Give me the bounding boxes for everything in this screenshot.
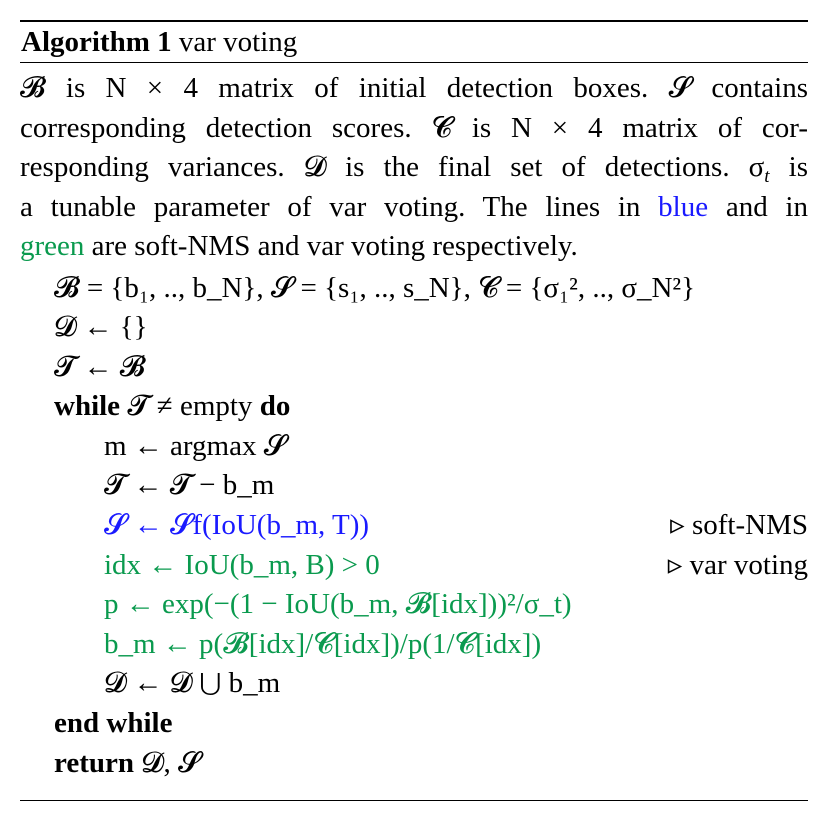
algorithm-lines [20, 269, 808, 784]
description-line-2: corresponding detection scores. 𝓒 is N × 4 matrix of cor- [20, 111, 808, 144]
line-end-while [20, 704, 808, 744]
description-line-3-text: responding variances. 𝓓 is the final set of detections. σ [20, 151, 765, 183]
soft-nms-comment: ▹ soft-NMS [670, 509, 808, 542]
line-init-t: 𝓣 ← 𝓑 [54, 350, 146, 383]
line-remove: 𝓣 ← 𝓣 − b_m [104, 469, 275, 502]
description-line-4-b: and in [708, 190, 808, 223]
line-init-detections: 𝓓 ← {} [54, 311, 148, 344]
end-while-keyword: end while [54, 707, 173, 740]
line-while [20, 387, 808, 427]
line-bm-update: b_m ← p(𝓑[idx]/𝓒[idx])/p(1/𝓒[idx]) [104, 627, 542, 660]
line-idx [20, 546, 808, 586]
description-line-3 [20, 148, 808, 188]
green-keyword: green [20, 230, 85, 262]
line-return [20, 744, 808, 784]
line-init-sets: 𝓑 = {b₁, .., b_N}, 𝓢 = {s₁, .., s_N}, 𝓒 = {σ₁², .., σ_N²} [54, 271, 696, 304]
line-append: 𝓓 ← 𝓓 ⋃ b_m [104, 667, 281, 700]
blue-keyword: blue [658, 190, 709, 223]
return-values: 𝓓, 𝓢 [134, 746, 201, 779]
algorithm-name: var voting [178, 26, 298, 58]
description-line-4-a: a tunable parameter of var voting. The lines in [20, 190, 659, 223]
description-line-5-b: are soft-NMS and var voting respectively. [84, 230, 578, 262]
bottom-rule [20, 800, 808, 801]
line-argmax: m ← argmax 𝓢 [104, 429, 287, 462]
sigma-subscript: t [764, 166, 770, 187]
algorithm-box [20, 20, 808, 783]
description-line-5 [20, 227, 808, 267]
do-keyword: do [259, 390, 291, 423]
while-keyword: while [54, 390, 121, 423]
soft-nms-statement: 𝓢 ← 𝓢f(IoU(b_m, T)) [104, 509, 370, 542]
description-line-1: 𝓑 is N × 4 matrix of initial detection boxes. 𝓢 contains [20, 72, 808, 104]
algorithm-description [20, 69, 808, 267]
return-keyword: return [54, 746, 135, 779]
algorithm-label: Algorithm 1 [21, 26, 172, 58]
title-rule [20, 62, 808, 63]
idx-statement: idx ← IoU(b_m, B) > 0 [104, 548, 380, 581]
description-line-3-end: is [769, 151, 808, 183]
line-p: p ← exp(−(1 − IoU(b_m, 𝓑[idx]))²/σ_t) [104, 588, 572, 621]
description-line-4 [20, 188, 808, 228]
while-condition: 𝓣 ≠ empty [120, 390, 260, 423]
var-voting-comment: ▹ var voting [667, 548, 808, 581]
line-soft-nms [20, 506, 808, 546]
algorithm-title [20, 22, 808, 62]
